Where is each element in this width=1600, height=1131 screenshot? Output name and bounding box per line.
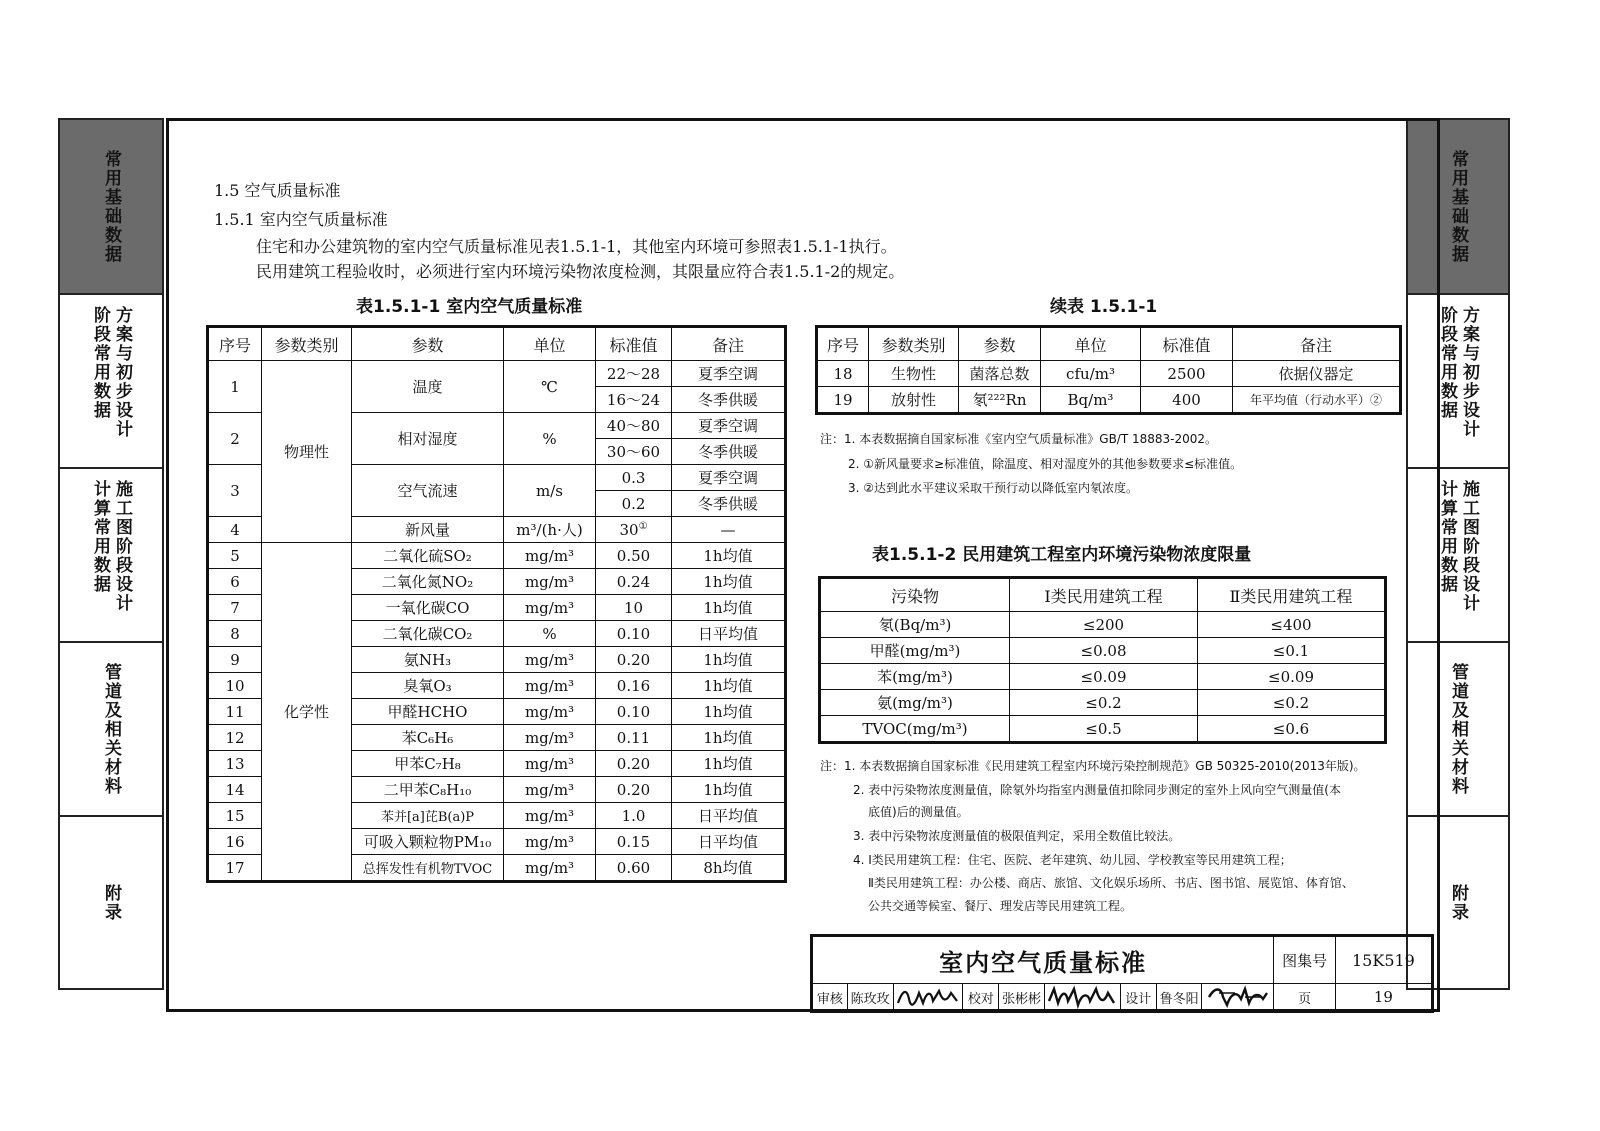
table-row [820,664,1386,690]
row-param: 二甲苯C₈H₁₀ [352,777,504,803]
right-tab-construction-design[interactable]: 施工图阶段设计计算常用数据 [1408,469,1508,643]
limit-class2: ≤0.1 [1198,638,1386,664]
row-param: 二氧化碳CO₂ [352,621,504,647]
row-unit: mg/m³ [504,543,596,569]
table-row [208,361,786,387]
row-no: 4 [208,517,262,543]
row-value: 10 [596,595,672,621]
title-block [810,934,1434,1013]
row-no: 3 [208,465,262,517]
row-value: 30～60 [596,439,672,465]
row-value: 0.20 [596,751,672,777]
row-no: 8 [208,621,262,647]
row-category: 生物性 [869,361,959,387]
intro-paragraph-2: 民用建筑工程验收时，必须进行室内环境污染物浓度检测，其限量应符合表1.5.1-2的规定。 [256,262,905,281]
row-param: 甲苯C₇H₈ [352,751,504,777]
limit-class2: ≤400 [1198,612,1386,638]
row-no: 12 [208,725,262,751]
row-unit: m³/(h·人) [504,517,596,543]
row-remark: 1h均值 [672,543,786,569]
row-unit: m/s [504,465,596,517]
table2-note-4b: Ⅱ类民用建筑工程：办公楼、商店、旅馆、文化娱乐场所、书店、图书馆、展览馆、体育馆、 [868,876,1354,890]
table1c-caption: 续表 1.5.1-1 [1050,297,1158,317]
left-tab-pipes-materials[interactable]: 管道及相关材料 [60,643,162,817]
row-param: 二氧化硫SO₂ [352,543,504,569]
row-remark: 夏季空调 [672,413,786,439]
row-value: 0.11 [596,725,672,751]
table-row [820,612,1386,638]
pollutant-name: TVOC(mg/m³) [820,716,1010,743]
row-value: 0.60 [596,855,672,882]
table1-header-category: 参数类别 [262,327,352,361]
row-remark: 1h均值 [672,673,786,699]
row-no: 6 [208,569,262,595]
pollutant-name: 甲醛(mg/m³) [820,638,1010,664]
row-remark: 冬季供暖 [672,439,786,465]
table2-note-1: 注：1. 本表数据摘自国家标准《民用建筑工程室内环境污染控制规范》GB 50325-2010(2013年版)。 [820,759,1366,773]
row-value: 1.0 [596,803,672,829]
row-param: 甲醛HCHO [352,699,504,725]
row-value: 0.16 [596,673,672,699]
row-param: 苯并[a]芘B(a)P [352,803,504,829]
table-row [820,716,1386,743]
row-param: 温度 [352,361,504,413]
page-label: 页 [1274,984,1336,1012]
row-unit: mg/m³ [504,803,596,829]
row-param: 可吸入颗粒物PM₁₀ [352,829,504,855]
row-value: 0.24 [596,569,672,595]
table-row [820,638,1386,664]
table2-note-3: 3. 表中污染物浓度测量值的极限值判定，采用全数值比较法。 [853,829,1181,843]
row-value: 2500 [1141,361,1233,387]
table1c-header-no: 序号 [817,327,869,361]
row-value: 0.20 [596,647,672,673]
limit-class1: ≤0.5 [1010,716,1198,743]
designer-signature [1202,984,1274,1012]
row-value: 400 [1141,387,1233,414]
row-unit: mg/m³ [504,647,596,673]
limit-class1: ≤0.08 [1010,638,1198,664]
atlas-number: 15K519 [1335,936,1432,984]
row-no: 9 [208,647,262,673]
reviewer-signature-graphic [895,985,961,1009]
row-unit: Bq/m³ [1041,387,1141,414]
row-unit: mg/m³ [504,829,596,855]
limit-class1: ≤200 [1010,612,1198,638]
table1-header-no: 序号 [208,327,262,361]
left-tab-construction-design[interactable]: 施工图阶段设计计算常用数据 [60,469,162,643]
row-value: 0.50 [596,543,672,569]
table1-header-remark: 备注 [672,327,786,361]
pollutant-limit-table [818,576,1387,744]
limit-class2: ≤0.09 [1198,664,1386,690]
limit-class1: ≤0.09 [1010,664,1198,690]
table-row [820,690,1386,716]
row-param: 臭氧O₃ [352,673,504,699]
table1-header-value: 标准值 [596,327,672,361]
indoor-air-quality-table-continued [815,325,1402,415]
row-remark: 日平均值 [672,621,786,647]
row-no: 13 [208,751,262,777]
row-remark: — [672,517,786,543]
table1c-header-remark: 备注 [1233,327,1401,361]
row-remark: 依据仪器定 [1233,361,1401,387]
row-remark: 1h均值 [672,647,786,673]
category-physical: 物理性 [262,361,352,543]
row-unit: ℃ [504,361,596,413]
row-unit: % [504,413,596,465]
table2-note-4: 4. Ⅰ类民用建筑工程：住宅、医院、老年建筑、幼儿园、学校教室等民用建筑工程； [853,853,1292,867]
table1-header-param: 参数 [352,327,504,361]
left-tab-scheme-design[interactable]: 方案与初步设计阶段常用数据 [60,295,162,469]
row-remark: 1h均值 [672,595,786,621]
row-param: 二氧化氮NO₂ [352,569,504,595]
row-param: 一氧化碳CO [352,595,504,621]
reviewer-signature [893,984,963,1012]
row-remark: 夏季空调 [672,465,786,491]
row-unit: mg/m³ [504,777,596,803]
footnote-mark: ① [638,520,648,532]
row-value: 0.10 [596,621,672,647]
limit-class2: ≤0.6 [1198,716,1386,743]
row-no: 19 [817,387,869,414]
checker-signature-graphic [1046,985,1118,1009]
section-heading: 1.5 空气质量标准 [214,181,341,200]
row-value [596,517,672,543]
row-param: 氨NH₃ [352,647,504,673]
row-unit: cfu/m³ [1041,361,1141,387]
table1c-header-param: 参数 [959,327,1041,361]
row-no: 11 [208,699,262,725]
left-tab-appendix[interactable]: 附录 [101,883,121,922]
table2-note-4c: 公共交通等候室、餐厅、理发店等民用建筑工程。 [868,899,1133,913]
right-tab-scheme-design[interactable]: 方案与初步设计阶段常用数据 [1408,295,1508,469]
row-unit: mg/m³ [504,751,596,777]
limit-class1: ≤0.2 [1010,690,1198,716]
table2-caption: 表1.5.1-2 民用建筑工程室内环境污染物浓度限量 [872,545,1252,565]
page-number: 19 [1335,984,1432,1012]
table1c-note-2: 2. ①新风量要求≥标准值，除温度、相对湿度外的其他参数要求≤标准值。 [848,457,1243,471]
pollutant-name: 氡(Bq/m³) [820,612,1010,638]
intro-paragraph-1: 住宅和办公建筑物的室内空气质量标准见表1.5.1-1，其他室内环境可参照表1.5.1-1执行。 [256,237,897,256]
row-param: 空气流速 [352,465,504,517]
row-no: 18 [817,361,869,387]
table2-header-class2: Ⅱ类民用建筑工程 [1198,578,1386,612]
row-no: 1 [208,361,262,413]
row-unit: mg/m³ [504,569,596,595]
row-remark: 冬季供暖 [672,387,786,413]
row-remark: 1h均值 [672,777,786,803]
indoor-air-quality-table [206,325,787,883]
row-remark: 日平均值 [672,829,786,855]
row-remark: 1h均值 [672,725,786,751]
design-label: 设计 [1120,984,1156,1012]
designer-signature-graphic [1205,985,1271,1009]
row-param: 氡²²²Rn [959,387,1041,414]
row-remark: 冬季供暖 [672,491,786,517]
row-no: 15 [208,803,262,829]
table2-header-pollutant: 污染物 [820,578,1010,612]
table1-caption: 表1.5.1-1 室内空气质量标准 [356,297,583,317]
row-param: 新风量 [352,517,504,543]
row-unit: mg/m³ [504,673,596,699]
atlas-label: 图集号 [1274,936,1336,984]
row-remark: 夏季空调 [672,361,786,387]
row-no: 10 [208,673,262,699]
review-label: 审核 [812,984,848,1012]
row-no: 17 [208,855,262,882]
row-value: 0.15 [596,829,672,855]
row-remark: 8h均值 [672,855,786,882]
table2-note-2b: 底值)后的测量值。 [868,805,969,819]
table1-header-row [208,327,786,361]
pollutant-name: 氨(mg/m³) [820,690,1010,716]
row-unit: mg/m³ [504,699,596,725]
right-tab-basic-data[interactable]: 常用基础数据 [1408,120,1508,295]
table-row [817,387,1401,414]
row-no: 2 [208,413,262,465]
reviewer-name: 陈玫玫 [847,984,893,1012]
right-tab-appendix[interactable]: 附录 [1448,883,1468,922]
row-category: 放射性 [869,387,959,414]
row-remark: 1h均值 [672,751,786,777]
row-unit: mg/m³ [504,725,596,751]
row-no: 7 [208,595,262,621]
row-value: 40～80 [596,413,672,439]
row-value: 0.3 [596,465,672,491]
table1c-header-row [817,327,1401,361]
table1c-note-1: 注：1. 本表数据摘自国家标准《室内空气质量标准》GB/T 18883-2002。 [820,432,1218,446]
row-remark: 1h均值 [672,699,786,725]
table1-header-unit: 单位 [504,327,596,361]
row-param: 总挥发性有机物TVOC [352,855,504,882]
row-unit: mg/m³ [504,855,596,882]
designer-name: 鲁冬阳 [1156,984,1202,1012]
row-value: 0.10 [596,699,672,725]
row-value: 0.2 [596,491,672,517]
row-no: 16 [208,829,262,855]
row-value: 0.20 [596,777,672,803]
drawing-title: 室内空气质量标准 [812,936,1274,984]
checker-name: 张彬彬 [999,984,1045,1012]
limit-class2: ≤0.2 [1198,690,1386,716]
row-value: 22～28 [596,361,672,387]
category-chemical: 化学性 [262,543,352,882]
row-remark: 1h均值 [672,569,786,595]
subsection-heading: 1.5.1 室内空气质量标准 [214,210,388,229]
row-no: 5 [208,543,262,569]
table-row [208,543,786,569]
row-param: 相对湿度 [352,413,504,465]
row-value: 16～24 [596,387,672,413]
row-unit: % [504,621,596,647]
table1c-header-unit: 单位 [1041,327,1141,361]
left-tab-basic-data[interactable]: 常用基础数据 [60,120,162,295]
pollutant-name: 苯(mg/m³) [820,664,1010,690]
right-tab-pipes-materials[interactable]: 管道及相关材料 [1408,643,1508,817]
row-value-text: 30 [619,520,639,539]
checker-signature [1045,984,1121,1012]
table1c-note-3: 3. ②达到此水平建议采取干预行动以降低室内氡浓度。 [848,481,1139,495]
row-param: 菌落总数 [959,361,1041,387]
table2-note-2: 2. 表中污染物浓度测量值，除氡外均指室内测量值扣除同步测定的室外上风向空气测量值(本 [853,783,1341,797]
table1c-header-value: 标准值 [1141,327,1233,361]
table2-header-row [820,578,1386,612]
table1c-header-category: 参数类别 [869,327,959,361]
left-sidebar [58,118,164,990]
row-param: 苯C₆H₆ [352,725,504,751]
table-row [817,361,1401,387]
check-label: 校对 [963,984,999,1012]
row-unit: mg/m³ [504,595,596,621]
row-remark: 日平均值 [672,803,786,829]
row-remark: 年平均值（行动水平）② [1233,387,1401,414]
row-no: 14 [208,777,262,803]
table2-header-class1: Ⅰ类民用建筑工程 [1010,578,1198,612]
